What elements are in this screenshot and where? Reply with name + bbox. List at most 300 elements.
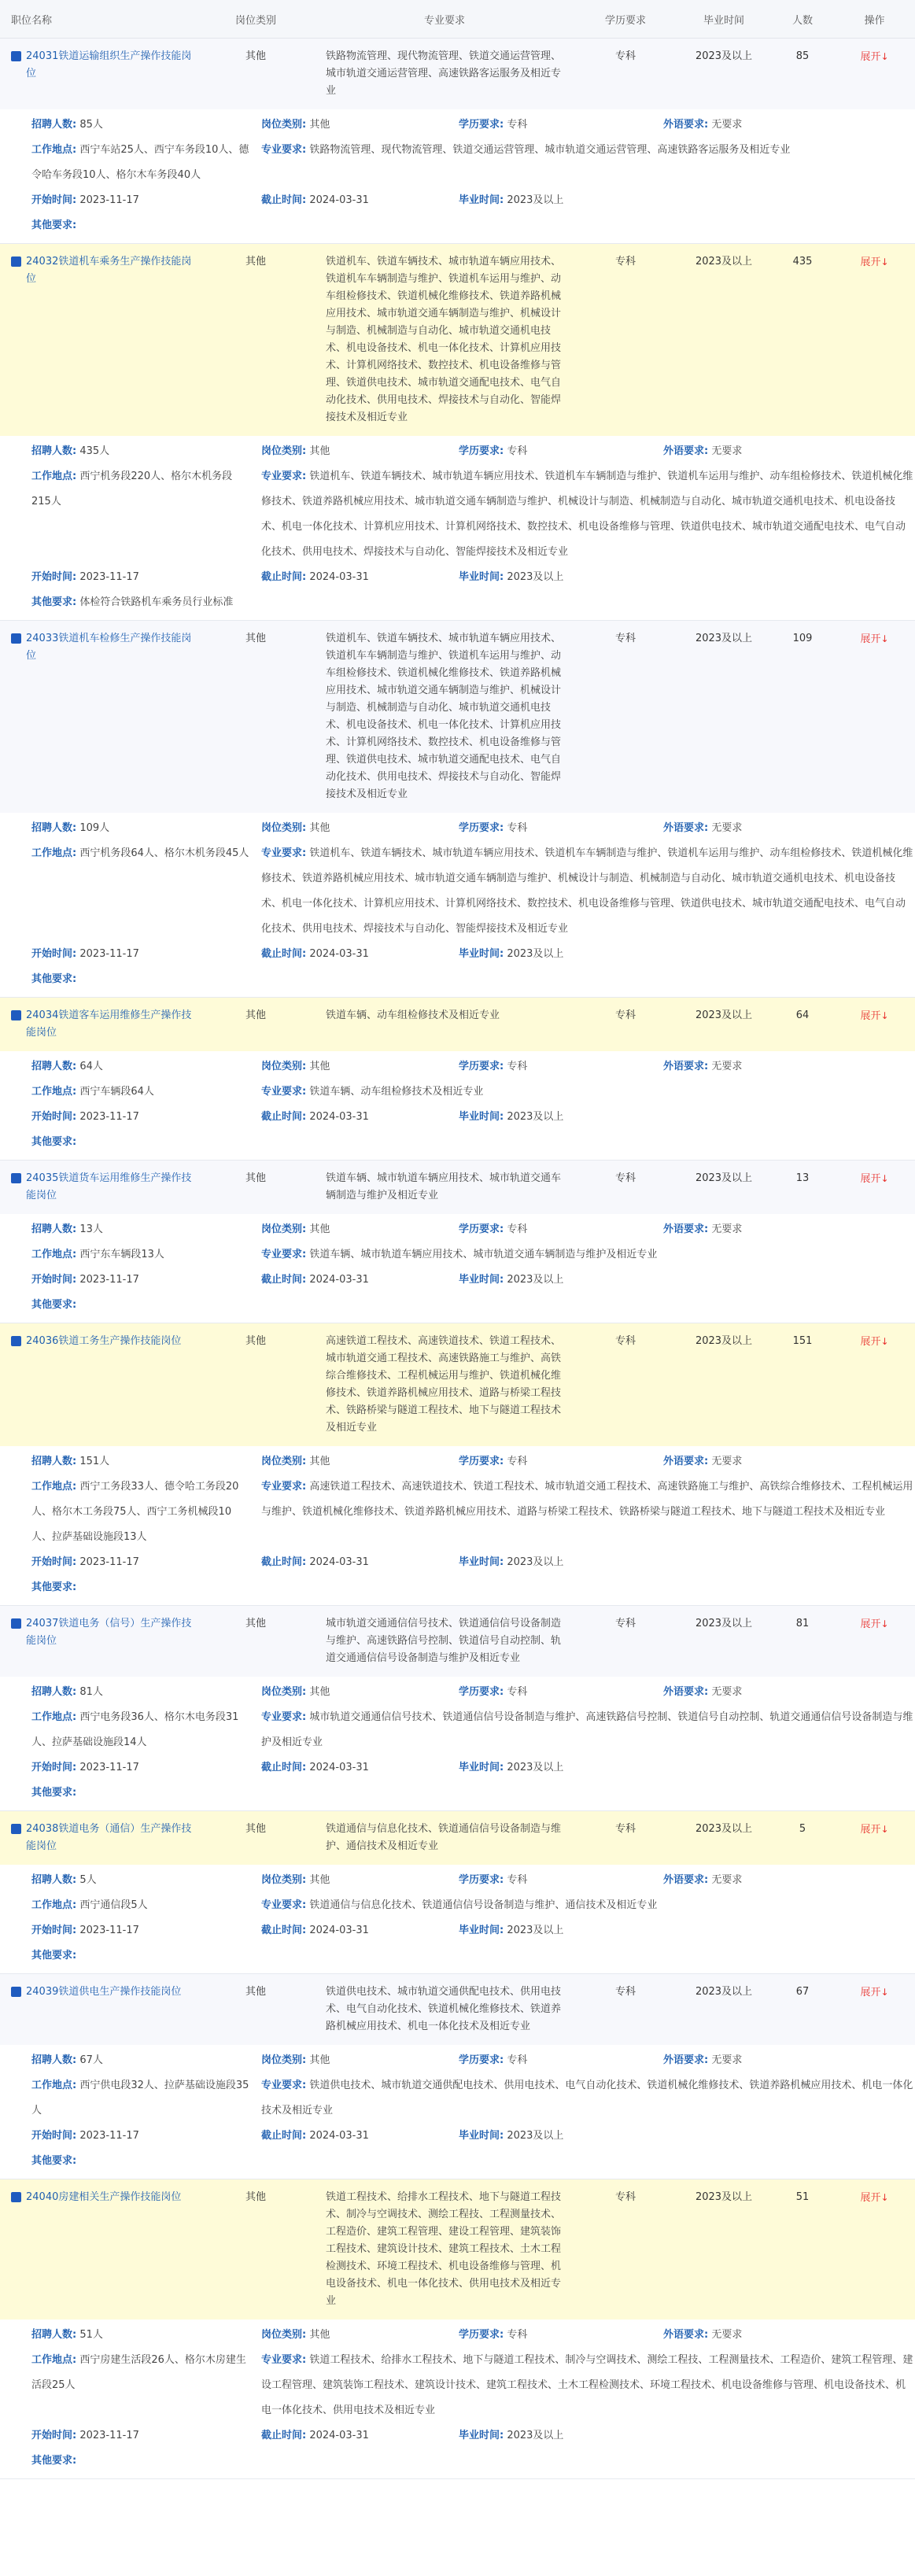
grad-time-value: 2023及以上 [507,1925,564,1936]
major-label: 专业要求: [261,1481,307,1493]
job-category-label: 岗位类别: [261,822,307,834]
recruit-count-label: 招聘人数: [31,822,77,834]
detail-row-4 [0,1575,915,1600]
recruit-count-label: 招聘人数: [31,1456,77,1467]
table-row[interactable] [0,998,915,1051]
grad-time-label: 毕业时间: [459,2430,504,2441]
table-row[interactable] [0,1161,915,1214]
job-category-label: 岗位类别: [261,1874,307,1886]
grad-time-label: 毕业时间: [459,194,504,206]
expand-cell [834,1821,915,1839]
end-time-value: 2024-03-31 [309,571,369,583]
major-label: 专业要求: [261,1711,307,1723]
job-edu: 专科 [614,1618,636,1629]
job-major: 铁道车辆、城市轨道车辆应用技术、城市轨道交通车辆制造与维护及相近专业 [326,1172,562,1201]
arrow-down-icon: ↓ [880,2192,889,2203]
recruit-count-value: 64人 [79,1061,103,1072]
recruit-count-value: 435人 [79,445,110,457]
start-time-value: 2023-11-17 [79,2130,139,2142]
expand-button[interactable] [860,1173,888,1185]
start-time-label: 开始时间: [31,1925,77,1936]
end-time-value: 2024-03-31 [309,948,369,960]
lang-label: 外语要求: [663,119,709,131]
start-time-value: 2023-11-17 [79,2430,139,2441]
end-time-label: 截止时间: [261,194,307,206]
job-detail [0,813,915,997]
checkbox-icon[interactable] [11,1173,21,1183]
detail-row-2 [0,1242,915,1268]
checkbox-icon[interactable] [11,1987,21,1997]
start-time-label: 开始时间: [31,2130,77,2142]
major-label: 专业要求: [261,847,307,859]
expand-cell [834,1615,915,1633]
grad-time-label: 毕业时间: [459,1556,504,1568]
table-header [0,0,915,39]
job-grad: 2023及以上 [695,2191,753,2203]
job-block [0,2179,915,2479]
job-name-cell [0,1170,197,1205]
other-req-label: 其他要求: [31,1136,77,1148]
job-grad: 2023及以上 [695,1009,753,1021]
edu-label: 学历要求: [459,2329,504,2341]
edu-label: 学历要求: [459,445,504,457]
header-edu: 学历要求 [604,14,646,27]
table-row[interactable] [0,621,915,813]
detail-row-1 [0,439,915,464]
start-time-value: 2023-11-17 [79,948,139,960]
detail-row-2 [0,464,915,565]
grad-time-label: 毕业时间: [459,2130,504,2142]
expand-cell [834,1170,915,1188]
job-edu: 专科 [614,2191,636,2203]
expand-button[interactable] [860,256,888,268]
table-row[interactable] [0,1811,915,1865]
checkbox-icon[interactable] [11,256,21,267]
checkbox-icon[interactable] [11,51,21,61]
recruit-count-label: 招聘人数: [31,2054,77,2066]
table-row[interactable] [0,1606,915,1677]
job-count: 64 [795,1009,810,1021]
arrow-down-icon: ↓ [880,51,889,62]
job-edu: 专科 [614,1986,636,1998]
job-name-cell [0,1333,197,1350]
expand-cell [834,48,915,66]
lang-value: 无要求 [711,1456,743,1467]
expand-cell [834,1007,915,1025]
work-place-value: 西宁电务段36人、格尔木电务段31人、拉萨基础设施段14人 [31,1711,239,1748]
expand-button[interactable] [860,1824,888,1836]
other-req-label: 其他要求: [31,1581,77,1593]
job-block [0,39,915,244]
expand-label: 展开 [860,1618,881,1630]
job-block [0,1323,915,1606]
edu-label: 学历要求: [459,1223,504,1235]
job-name[interactable]: 24037铁道电务（信号）生产操作技能岗位 [26,1618,192,1647]
work-place-value: 西宁机务段220人、格尔木机务段215人 [31,471,233,507]
job-major: 铁路物流管理、现代物流管理、铁道交通运营管理、城市轨道交通运营管理、高速铁路客运服务及相近专业 [326,50,562,97]
other-req-label: 其他要求: [31,1950,77,1962]
header-grad: 毕业时间 [703,14,744,27]
start-time-value: 2023-11-17 [79,1556,139,1568]
lang-label: 外语要求: [663,822,709,834]
job-edu: 专科 [614,633,636,644]
expand-button[interactable] [860,1987,888,1998]
end-time-label: 截止时间: [261,1925,307,1936]
job-detail [0,1677,915,1810]
work-place-label: 工作地点: [31,2354,77,2366]
job-name[interactable]: 24036铁道工务生产操作技能岗位 [26,1335,182,1347]
edu-value: 专科 [507,1686,528,1698]
job-category-label: 岗位类别: [261,119,307,131]
checkbox-icon[interactable] [11,1336,21,1346]
job-block [0,1811,915,1974]
job-count: 13 [795,1172,810,1184]
arrow-down-icon: ↓ [880,1173,889,1184]
header-action: 操作 [864,14,885,27]
grad-time-value: 2023及以上 [507,948,564,960]
job-count: 435 [792,256,813,268]
recruit-count-value: 81人 [79,1686,103,1698]
checkbox-icon[interactable] [11,2192,21,2202]
work-place-value: 西宁机务段64人、格尔木机务段45人 [79,847,249,859]
lang-label: 外语要求: [663,445,709,457]
recruit-count-value: 109人 [79,822,110,834]
other-req-label: 其他要求: [31,1299,77,1311]
job-category-value: 其他 [309,2329,330,2341]
end-time-value: 2024-03-31 [309,1556,369,1568]
detail-row-4 [0,967,915,992]
expand-label: 展开 [860,1987,881,1998]
detail-row-1 [0,2323,915,2348]
job-name[interactable]: 24033铁道机车检修生产操作技能岗位 [26,633,192,662]
lang-label: 外语要求: [663,1223,709,1235]
detail-row-1 [0,1449,915,1474]
lang-label: 外语要求: [663,1686,709,1698]
expand-cell [834,253,915,271]
job-detail [0,1214,915,1323]
job-block [0,621,915,998]
end-time-value: 2024-03-31 [309,194,369,206]
job-grad: 2023及以上 [695,1823,753,1835]
work-place-value: 西宁通信段5人 [79,1899,148,1911]
job-category: 其他 [245,2191,266,2203]
job-major: 铁道机车、铁道车辆技术、城市轨道车辆应用技术、铁道机车车辆制造与维护、铁道机车运用与维护、动车组检修技术、铁道机械化维修技术、铁道养路机械应用技术、城市轨道交通车辆制造与维护、机械设计与制造、机械制造与自动化、城市轨道交通机电技术、机电设备技术、机电一体化技术、计算机应用技术、计算机网络技术、数控技术、机电设备维修与管理、铁道供电技术、城市轨道交通配电技术、电气自动化技术、供用电技术、焊接技术与自动化、智能焊接技术及相近专业 [326,633,562,800]
end-time-label: 截止时间: [261,2130,307,2142]
end-time-value: 2024-03-31 [309,2430,369,2441]
edu-value: 专科 [507,1061,528,1072]
job-name-cell [0,1007,197,1042]
major-label: 专业要求: [261,144,307,156]
expand-label: 展开 [860,1173,881,1185]
start-time-label: 开始时间: [31,948,77,960]
lang-value: 无要求 [711,1223,743,1235]
work-place-value: 西宁车站25人、西宁车务段10人、德令哈车务段10人、格尔木车务段40人 [31,144,249,181]
lang-value: 无要求 [711,119,743,131]
work-place-label: 工作地点: [31,1249,77,1260]
job-name-cell [0,48,197,83]
job-grad: 2023及以上 [695,1172,753,1184]
end-time-label: 截止时间: [261,948,307,960]
detail-row-3 [0,1550,915,1575]
job-table-body [0,39,915,2479]
edu-value: 专科 [507,1874,528,1886]
checkbox-icon[interactable] [11,1010,21,1020]
detail-row-4 [0,2149,915,2174]
major-value: 铁道车辆、动车组检修技术及相近专业 [309,1086,484,1098]
job-grad: 2023及以上 [695,50,753,62]
job-grad: 2023及以上 [695,633,753,644]
job-category: 其他 [245,1823,266,1835]
grad-time-label: 毕业时间: [459,948,504,960]
work-place-label: 工作地点: [31,1899,77,1911]
table-row[interactable] [0,1323,915,1446]
detail-row-1 [0,1054,915,1079]
lang-label: 外语要求: [663,2054,709,2066]
start-time-label: 开始时间: [31,194,77,206]
other-req-label: 其他要求: [31,973,77,985]
table-row[interactable] [0,1974,915,2045]
detail-row-2 [0,138,915,188]
grad-time-label: 毕业时间: [459,1111,504,1123]
expand-button[interactable] [860,1010,888,1022]
expand-button[interactable] [860,1336,888,1348]
lang-value: 无要求 [711,2054,743,2066]
job-grad: 2023及以上 [695,1335,753,1347]
job-name-cell [0,630,197,665]
grad-time-value: 2023及以上 [507,2430,564,2441]
recruit-count-label: 招聘人数: [31,1223,77,1235]
start-time-label: 开始时间: [31,571,77,583]
edu-value: 专科 [507,822,528,834]
job-category: 其他 [245,1618,266,1629]
detail-row-2 [0,1893,915,1918]
expand-cell [834,2189,915,2207]
lang-value: 无要求 [711,1874,743,1886]
detail-row-1 [0,1680,915,1705]
job-category-value: 其他 [309,445,330,457]
job-count: 109 [792,633,813,644]
work-place-value: 西宁车辆段64人 [79,1086,154,1098]
grad-time-label: 毕业时间: [459,1925,504,1936]
job-category-label: 岗位类别: [261,1223,307,1235]
major-value: 铁道供电技术、城市轨道交通供配电技术、供用电技术、电气自动化技术、铁道机械化维修技术、铁道养路机械应用技术、机电一体化技术及相近专业 [261,2080,913,2117]
grad-time-label: 毕业时间: [459,1762,504,1773]
work-place-label: 工作地点: [31,1481,77,1493]
job-count: 5 [799,1823,806,1835]
job-category: 其他 [245,633,266,644]
start-time-value: 2023-11-17 [79,1925,139,1936]
start-time-value: 2023-11-17 [79,1762,139,1773]
expand-label: 展开 [860,51,881,63]
job-edu: 专科 [614,1172,636,1184]
job-category: 其他 [245,1172,266,1184]
recruit-count-value: 85人 [79,119,103,131]
expand-cell [834,1984,915,2002]
edu-value: 专科 [507,2054,528,2066]
work-place-label: 工作地点: [31,2080,77,2091]
job-detail [0,2320,915,2478]
work-place-value: 西宁供电段32人、拉萨基础设施段35人 [31,2080,249,2117]
major-label: 专业要求: [261,2080,307,2091]
detail-row-2 [0,2348,915,2423]
job-name[interactable]: 24034铁道客车运用维修生产操作技能岗位 [26,1009,192,1039]
detail-row-3 [0,2423,915,2449]
lang-label: 外语要求: [663,2329,709,2341]
detail-row-2 [0,1474,915,1550]
job-category: 其他 [245,1986,266,1998]
checkbox-icon[interactable] [11,633,21,644]
start-time-label: 开始时间: [31,2430,77,2441]
start-time-value: 2023-11-17 [79,1111,139,1123]
other-req-label: 其他要求: [31,1787,77,1799]
edu-label: 学历要求: [459,2054,504,2066]
job-name[interactable]: 24031铁道运输组织生产操作技能岗位 [26,50,192,79]
expand-button[interactable] [860,51,888,63]
recruit-count-value: 13人 [79,1223,103,1235]
job-category-label: 岗位类别: [261,1061,307,1072]
recruit-count-label: 招聘人数: [31,445,77,457]
table-row[interactable] [0,39,915,109]
detail-row-2 [0,1705,915,1755]
expand-label: 展开 [860,1336,881,1348]
detail-row-4 [0,1293,915,1318]
table-row[interactable] [0,244,915,436]
job-category-value: 其他 [309,1223,330,1235]
job-grad: 2023及以上 [695,1986,753,1998]
checkbox-icon[interactable] [11,1824,21,1834]
expand-button[interactable] [860,1618,888,1630]
job-category-label: 岗位类别: [261,1686,307,1698]
work-place-label: 工作地点: [31,1086,77,1098]
job-detail [0,1446,915,1605]
major-label: 专业要求: [261,1899,307,1911]
job-category-label: 岗位类别: [261,1456,307,1467]
checkbox-icon[interactable] [11,1618,21,1629]
edu-label: 学历要求: [459,1061,504,1072]
job-category-value: 其他 [309,1874,330,1886]
recruit-count-value: 51人 [79,2329,103,2341]
edu-value: 专科 [507,445,528,457]
work-place-value: 西宁工务段33人、德令哈工务段20人、格尔木工务段75人、西宁工务机械段10人、拉萨基础设施段13人 [31,1481,239,1543]
arrow-down-icon: ↓ [880,633,889,644]
job-block [0,1161,915,1323]
job-major: 铁道机车、铁道车辆技术、城市轨道车辆应用技术、铁道机车车辆制造与维护、铁道机车运用与维护、动车组检修技术、铁道机械化维修技术、铁道养路机械应用技术、城市轨道交通车辆制造与维护、机械设计与制造、机械制造与自动化、城市轨道交通机电技术、机电设备技术、机电一体化技术、计算机应用技术、计算机网络技术、数控技术、机电设备维修与管理、铁道供电技术、城市轨道交通配电技术、电气自动化技术、供用电技术、焊接技术与自动化、智能焊接技术及相近专业 [326,256,562,423]
detail-row-3 [0,2124,915,2149]
table-row[interactable] [0,2179,915,2320]
lang-label: 外语要求: [663,1874,709,1886]
edu-value: 专科 [507,2329,528,2341]
detail-row-3 [0,188,915,213]
grad-time-value: 2023及以上 [507,571,564,583]
edu-label: 学历要求: [459,119,504,131]
job-detail [0,436,915,620]
recruit-count-label: 招聘人数: [31,2329,77,2341]
job-name[interactable]: 24039铁道供电生产操作技能岗位 [26,1986,182,1998]
grad-time-value: 2023及以上 [507,194,564,206]
other-req-label: 其他要求: [31,596,77,608]
detail-row-3 [0,1918,915,1943]
detail-row-3 [0,565,915,590]
work-place-label: 工作地点: [31,1711,77,1723]
end-time-value: 2024-03-31 [309,1274,369,1286]
other-req-label: 其他要求: [31,2155,77,2167]
edu-value: 专科 [507,1456,528,1467]
start-time-label: 开始时间: [31,1556,77,1568]
expand-cell [834,1333,915,1351]
job-major: 高速铁道工程技术、高速铁道技术、铁道工程技术、城市轨道交通工程技术、高速铁路施工与维护、高铁综合维修技术、工程机械运用与维护、铁道机械化维修技术、铁道养路机械应用技术、道路与桥梁工程技术、铁路桥梁与隧道工程技术、地下与隧道工程技术及相近专业 [326,1335,562,1434]
job-detail [0,1051,915,1160]
job-detail [0,1865,915,1973]
major-value: 铁道机车、铁道车辆技术、城市轨道车辆应用技术、铁道机车车辆制造与维护、铁道机车运用与维护、动车组检修技术、铁道机械化维修技术、铁道养路机械应用技术、城市轨道交通车辆制造与维护、机械设计与制造、机械制造与自动化、城市轨道交通机电技术、机电设备技术、机电一体化技术、计算机应用技术、计算机网络技术、数控技术、机电设备维修与管理、铁道供电技术、城市轨道交通配电技术、电气自动化技术、供用电技术、焊接技术与自动化、智能焊接技术及相近专业 [261,847,913,935]
job-name[interactable]: 24035铁道货车运用维修生产操作技能岗位 [26,1172,192,1201]
start-time-label: 开始时间: [31,1274,77,1286]
expand-button[interactable] [860,633,888,645]
detail-row-4 [0,2449,915,2474]
work-place-label: 工作地点: [31,471,77,482]
major-value: 铁道车辆、城市轨道车辆应用技术、城市轨道交通车辆制造与维护及相近专业 [309,1249,658,1260]
job-major: 铁道通信与信息化技术、铁道通信信号设备制造与维护、通信技术及相近专业 [326,1823,562,1852]
arrow-down-icon: ↓ [880,1336,889,1347]
job-edu: 专科 [614,1009,636,1021]
job-name[interactable]: 24038铁道电务（通信）生产操作技能岗位 [26,1823,192,1852]
lang-label: 外语要求: [663,1061,709,1072]
end-time-label: 截止时间: [261,2430,307,2441]
job-name[interactable]: 24040房建相关生产操作技能岗位 [26,2191,182,2203]
header-category: 岗位类别 [234,14,276,27]
grad-time-label: 毕业时间: [459,1274,504,1286]
edu-value: 专科 [507,119,528,131]
expand-cell [834,630,915,648]
job-block [0,1606,915,1811]
job-category-value: 其他 [309,119,330,131]
expand-button[interactable] [860,2192,888,2204]
job-category: 其他 [245,256,266,268]
grad-time-value: 2023及以上 [507,1556,564,1568]
other-req-label: 其他要求: [31,2455,77,2467]
start-time-label: 开始时间: [31,1762,77,1773]
grad-time-value: 2023及以上 [507,2130,564,2142]
job-edu: 专科 [614,256,636,268]
job-count: 51 [795,2191,810,2203]
major-value: 高速铁道工程技术、高速铁道技术、铁道工程技术、城市轨道交通工程技术、高速铁路施工与维护、高铁综合维修技术、工程机械运用与维护、铁道机械化维修技术、铁道养路机械应用技术、道路与桥梁工程技术、铁路桥梁与隧道工程技术、地下与隧道工程技术及相近专业 [261,1481,913,1518]
grad-time-value: 2023及以上 [507,1274,564,1286]
detail-row-4 [0,213,915,238]
work-place-label: 工作地点: [31,144,77,156]
job-edu: 专科 [614,1335,636,1347]
job-grad: 2023及以上 [695,1618,753,1629]
expand-label: 展开 [860,1824,881,1836]
lang-label: 外语要求: [663,1456,709,1467]
job-category-value: 其他 [309,1456,330,1467]
detail-row-3 [0,1755,915,1781]
job-major: 铁道工程技术、给排水工程技术、地下与隧道工程技术、制冷与空调技术、测绘工程技、工程测量技术、工程造价、建筑工程管理、建设工程管理、建筑装饰工程技术、建筑设计技术、建筑工程技术、土木工程检测技术、环境工程技术、机电设备维修与管理、机电设备技术、机电一体化技术、供用电技术及相近专业 [326,2191,562,2307]
job-major: 铁道车辆、动车组检修技术及相近专业 [326,1009,500,1021]
detail-row-4 [0,1130,915,1155]
major-label: 专业要求: [261,2354,307,2366]
end-time-label: 截止时间: [261,1274,307,1286]
end-time-value: 2024-03-31 [309,1111,369,1123]
major-label: 专业要求: [261,471,307,482]
edu-label: 学历要求: [459,1686,504,1698]
edu-label: 学历要求: [459,822,504,834]
job-name[interactable]: 24032铁道机车乘务生产操作技能岗位 [26,256,192,285]
header-name: 职位名称 [11,14,53,27]
job-category-value: 其他 [309,822,330,834]
recruit-count-value: 151人 [79,1456,110,1467]
recruit-count-label: 招聘人数: [31,1874,77,1886]
major-value: 铁道通信与信息化技术、铁道通信信号设备制造与维护、通信技术及相近专业 [309,1899,658,1911]
major-value: 铁路物流管理、现代物流管理、铁道交通运营管理、城市轨道交通运营管理、高速铁路客运服务及相近专业 [309,144,791,156]
